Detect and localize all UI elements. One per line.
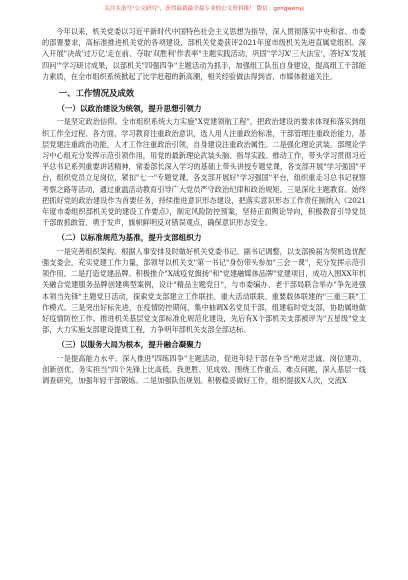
intro-paragraph: 今年以来，机关党委以习近平新时代中国特色社会主义思想为指导，深入贯彻落实中央和省、市委的部署要求，高标准推进机关党的各项建设，部机关党委获评2021年度市级机关先进直属党组织。深入开展"决战'过万亿'走在前、夺取'双胜利'作表率"主题实践活动，巩固"学习X'三大法宝'，答好X'发展四问'"学习研讨成果，以部机关"四强四争"主题活动为抓手，加强组工队伍自身建设，提高组工干部能力素质，在全市组织系统掀起了比学赶超的新高潮，相关经验做法得到省、市媒体报道关注。 [42,27,366,81]
paragraph-branch-organization: 一是完善组织架构。根据人事安排及时做好机关党委书记、副书记调整，以支部换届为契机选优配强支委会，充实党建工作力量，部领导以机关支"第一书记"身份带头参加"三会一课"，充分发挥示范引领作用。二是打造党建品牌。积极推介"X战疫党旗扬"和"党建融媒体品牌"党建项目，成功入围XX年机关融合党建服务品牌创建典型案例，设计"精品主题党日"，与市委编办、老干部局联合举办"争先进强本领当先锋"主题党日活动，探索党支部建立工作联挂、重大活动联联、重要载体联建的"三重三联"工作模式。三是突出好标先进，在疫情防控期间，集中抽调X名党员干部，组建临时党支部，协助属地做好疫情防控工作。推进机关基层党支部标准化规范化建设，先后有X个部机关支部被评为"五星级"党支部，大力实施支部建设提质工程，力争明年部机关支部全部达标。 [42,246,366,335]
section-heading: 一、工作情况及成效 [58,88,135,99]
paragraph-service-cohesion: 一是提高能力水平。深入推进"四练四争"主题活动，促进年轻干部在争当"绝对忠诚、岗位建功、创新创优、务实担当"四个先锋上比高低、我更胜、见成效。围绕工作重点、难点问题，深入基层一线调查研究，加强年轻干部锻炼。二是加强队伍规划。积极稳妥做好工作，组织提拔X人次，交流X [42,353,366,386]
subsection-heading-3: （三）以服务大局为根本，提升融合凝聚力 [57,340,202,350]
subsection-heading-1: （一）以政治建设为统领，提升思想引领力 [57,104,202,114]
subsection-heading-2: （二）以标准规范为基准，提升支部组织力 [57,233,202,243]
paragraph-political-building: 一是坚定政治信仰。全市组织系统大力实施"X党建领航工程"，把政治建设的要求体现和落实到组织工作全过程、各方面，学习教育注重政治意识，选人用人注重政治标准，干部管理注重政治能力，基层党建注重政治功能，人才工作注重政治引领，自身建设注重政治属性。二是强化理论武装。部理论学习中心组充分发挥示范引领作用，用党的最新理论武装头脑、指导实践、推动工作，带头学习贯彻习近平总书记系列重要讲话精神，常委部长深入学习的基础上带头讲授专题党课，各支部开展"学习强国"平台，组织党员立足岗位，紧扣"七一"专题党课，各支部开展好"学习强国"平台，组织重走习总书记视察考察之路等活动，通过重温活动教育引导广大党员严守政治纪律和政治规矩。三是深化主题教育。始终把抓好党的政治建设作为首要任务，持续推进意识形态建设，把落实意识形态工作责任制纳入《2021年度市委组织部机关党的建设工作要点》，制定风险防控预案，坚持正面舆论导向，积极教育引导党员干部敢抓敢管、勇于发声，旗帜鲜明反对错误观点，确保意识形态安全。 [42,117,366,228]
header-banner: 关注头条号"公文研究"，获得最新最全最专业的公文资料推！ 微信：gongwenyj [104,6,304,12]
document-body [42,26,366,389]
